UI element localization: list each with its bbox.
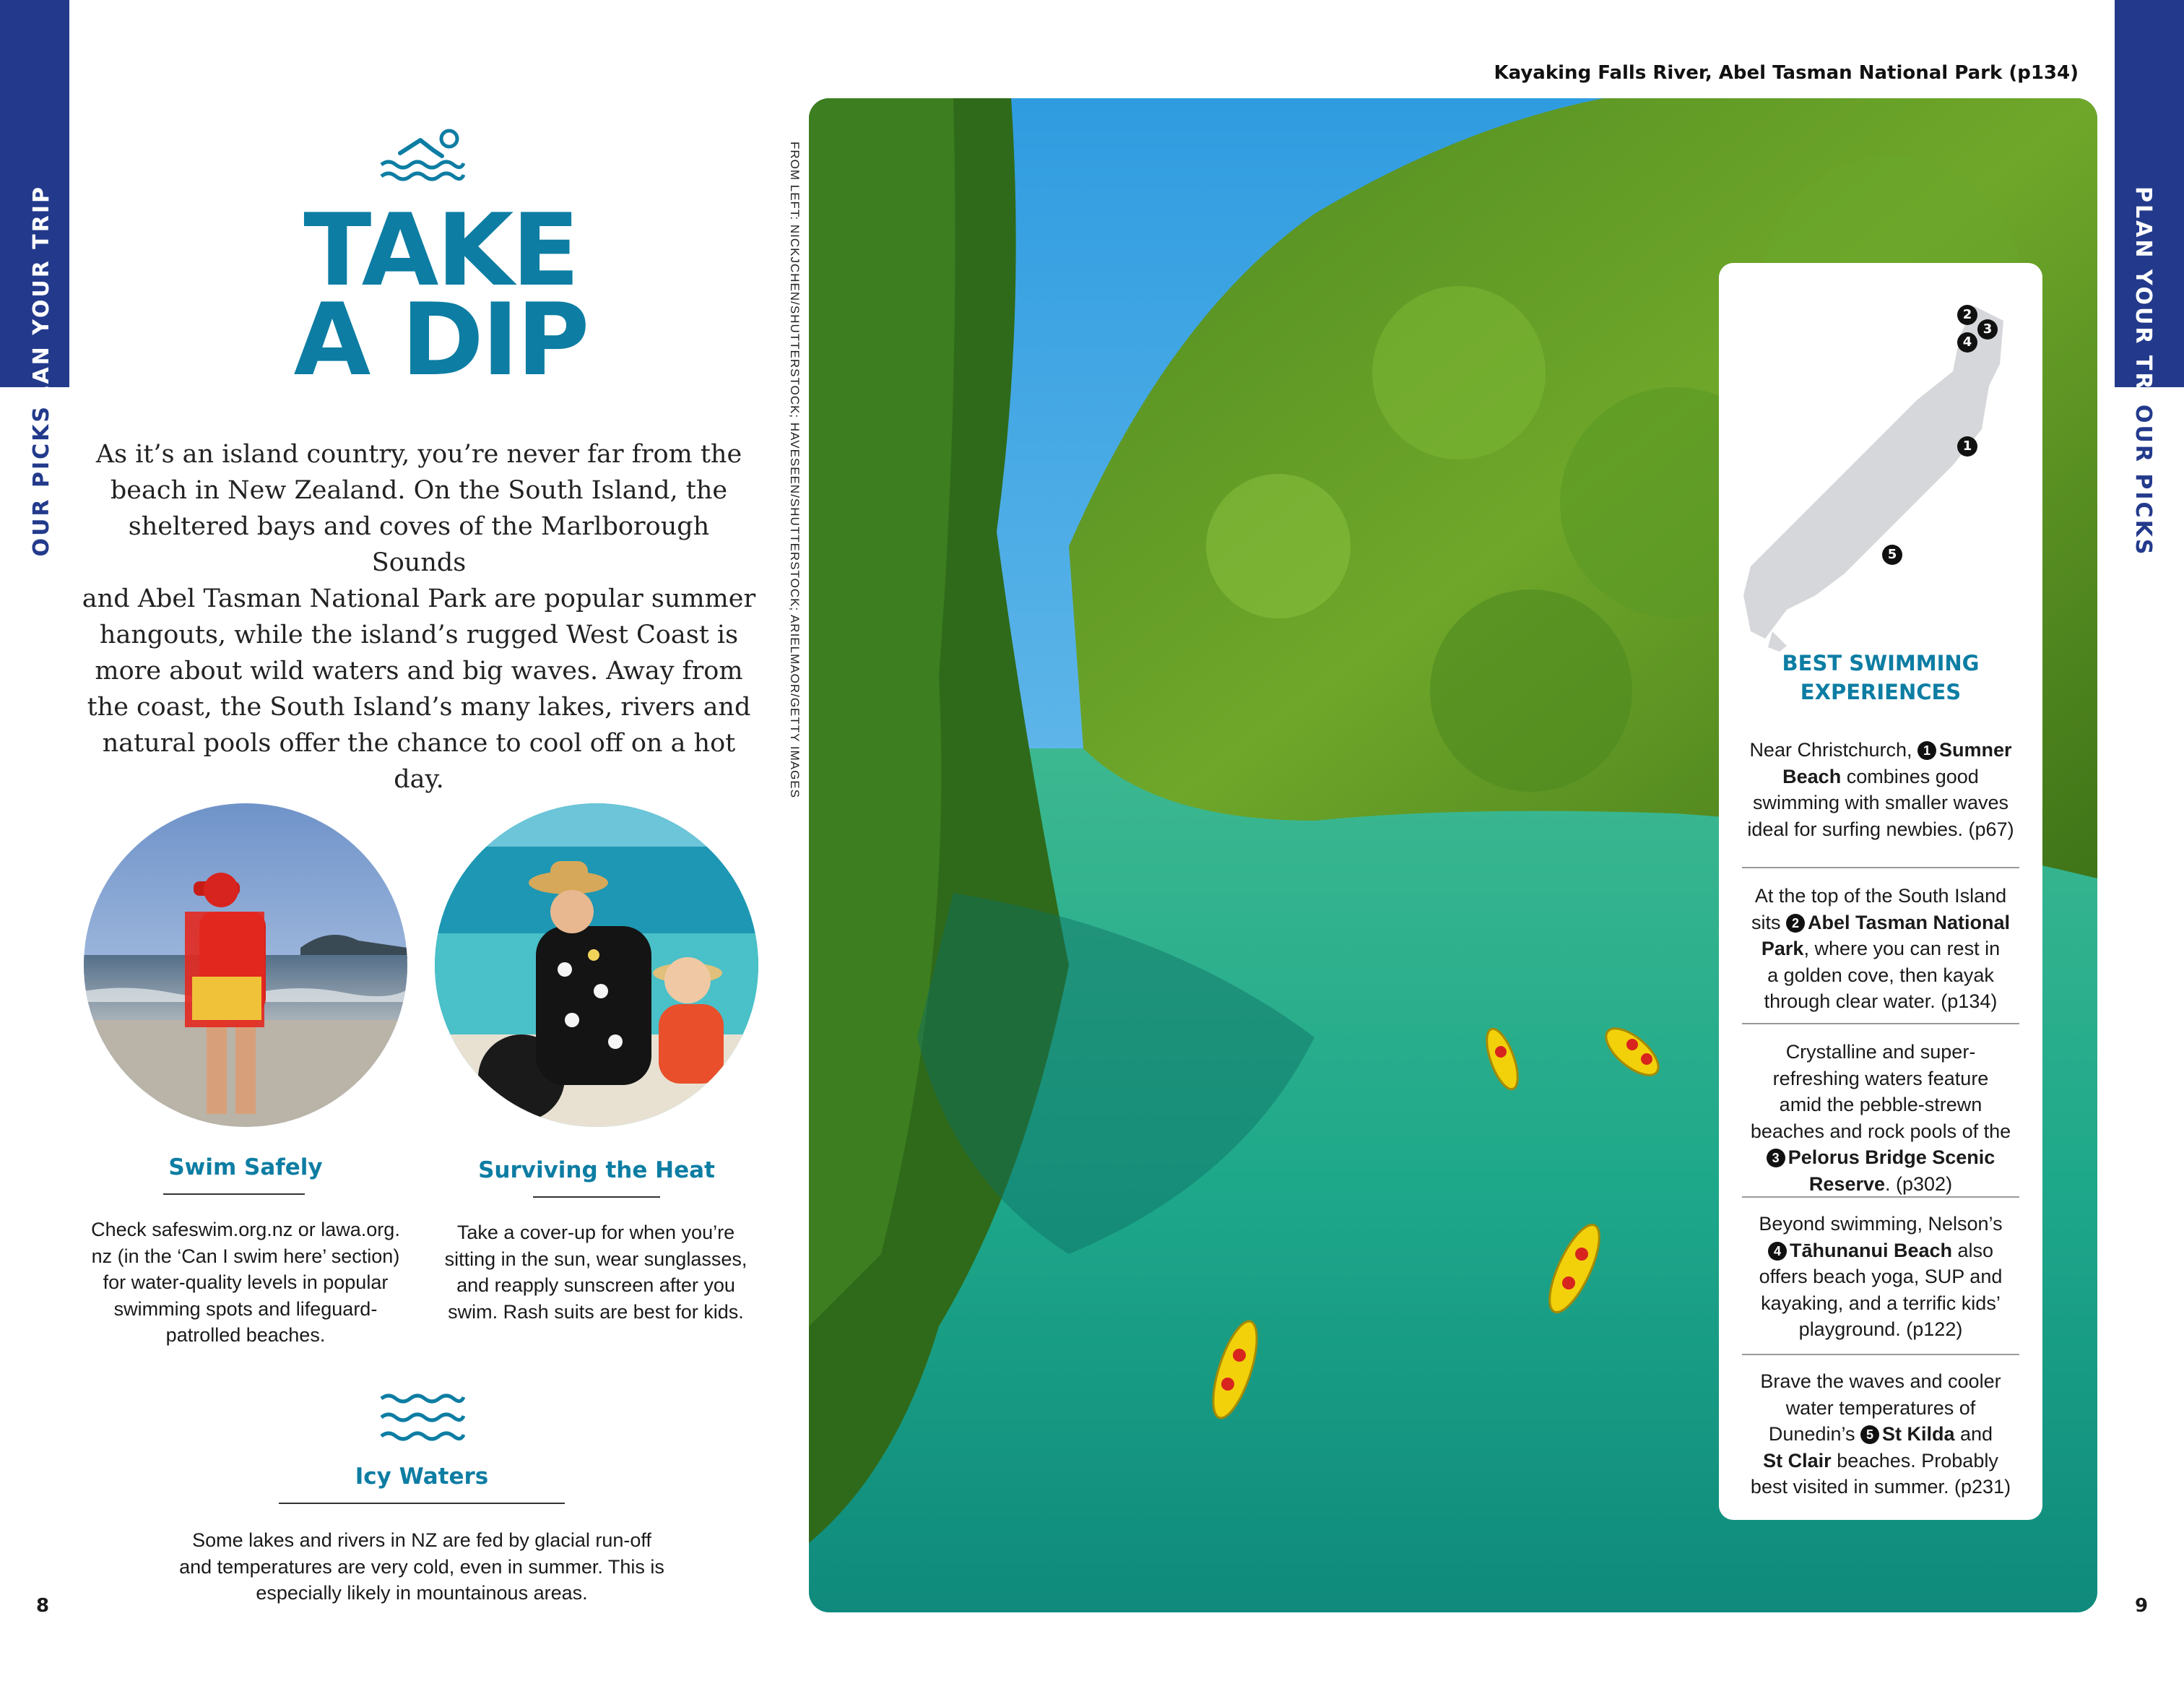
swimmer-icon — [378, 118, 465, 183]
pick-place: St Kilda — [1882, 1423, 1955, 1445]
pick-number-1: 1 — [1918, 741, 1936, 760]
left-tab-our-picks: OUR PICKS — [29, 405, 54, 557]
pick-text: kayaking, and a terrific kids’ — [1761, 1292, 2001, 1314]
icy-waters-text — [144, 1527, 699, 1607]
icy-waters-rule — [279, 1503, 565, 1504]
pick-place: Pelorus Bridge Scenic — [1788, 1146, 1996, 1168]
text-line: especially likely in mountainous areas. — [256, 1582, 588, 1604]
map-marker-2: 2 — [1957, 305, 1977, 325]
pick-text: water temperatures of — [1785, 1396, 1976, 1419]
left-tab-plan-your-trip: PLAN YOUR TRIP — [29, 185, 54, 418]
pick-text: swimming with smaller waves — [1752, 792, 2009, 813]
intro-line: beach in New Zealand. On the South Island, the — [110, 476, 728, 505]
pick-2 — [1739, 883, 2022, 1015]
pick-text: beaches. Probably — [1831, 1449, 1998, 1472]
intro-line: As it’s an island country, you’re never far from the — [95, 440, 742, 469]
pick-text: also — [1951, 1239, 1994, 1261]
pick-1 — [1739, 737, 2022, 842]
pick-place: Reserve — [1808, 1172, 1886, 1195]
pick-divider — [1742, 1354, 2019, 1355]
intro-line: the coast, the South Island’s many lakes, rivers and — [87, 693, 751, 722]
right-tab-our-picks: OUR PICKS — [2131, 405, 2156, 557]
pick-place: Tāhunanui Beach — [1789, 1239, 1952, 1261]
pick-text: a golden cove, then kayak — [1767, 964, 1994, 986]
text-line: Check safeswim.org.nz or lawa.org. — [91, 1219, 400, 1240]
waves-icon — [378, 1390, 465, 1445]
best-swimming-panel — [1719, 263, 2042, 1520]
intro-line: sheltered bays and coves of the Marlborough Sounds — [128, 512, 710, 577]
map-marker-4: 4 — [1957, 332, 1977, 353]
panel-heading-line2: EXPERIENCES — [1800, 680, 1962, 704]
intro-line: and Abel Tasman National Park are popular summer — [82, 584, 756, 613]
pick-text: ideal for surfing newbies. (p67) — [1747, 818, 2014, 840]
text-line: patrolled beaches. — [165, 1324, 326, 1346]
south-island-map — [1736, 292, 2025, 653]
pick-text: , where you can rest in — [1803, 938, 2001, 959]
pick-text: combines good — [1841, 765, 1979, 787]
intro-line: more about wild waters and big waves. Away from — [95, 657, 743, 686]
photo-caption: Kayaking Falls River, Abel Tasman National Park (p134) — [1494, 62, 2079, 84]
text-line: Take a cover-up for when you’re — [456, 1222, 735, 1243]
icy-waters-heading: Icy Waters — [355, 1464, 489, 1490]
pick-number-2: 2 — [1786, 914, 1805, 933]
pick-text: Crystalline and super- — [1785, 1041, 1976, 1063]
text-line: nz (in the ‘Can I swim here’ section) — [91, 1245, 400, 1267]
text-line: swimming spots and lifeguard- — [113, 1297, 378, 1320]
pick-4 — [1739, 1211, 2022, 1343]
pick-divider — [1742, 1023, 2019, 1024]
pick-text: offers beach yoga, SUP and — [1759, 1266, 2003, 1287]
intro-line: hangouts, while the island’s rugged West Coast is — [99, 621, 739, 649]
pick-text: amid the pebble-strewn — [1779, 1094, 1982, 1115]
swim-safely-rule — [163, 1193, 305, 1195]
pick-text: through clear water. (p134) — [1764, 990, 1998, 1012]
pick-text: beaches and rock pools of the — [1750, 1120, 2011, 1142]
pick-text: Beyond swimming, Nelson’s — [1759, 1213, 2003, 1235]
text-line: swim. Rash suits are best for kids. — [448, 1300, 744, 1323]
pick-text: Dunedin’s — [1768, 1423, 1860, 1445]
pick-place: Park — [1761, 938, 1804, 959]
text-line: and temperatures are very cold, even in summer. This is — [179, 1555, 664, 1578]
surviving-heat-text — [426, 1219, 766, 1325]
swim-safely-text — [69, 1217, 422, 1349]
pick-3 — [1739, 1039, 2022, 1197]
pick-divider — [1742, 1196, 2019, 1198]
pick-text: sits — [1751, 911, 1786, 933]
pick-text: Near Christchurch, — [1749, 739, 1918, 761]
map-marker-5: 5 — [1882, 545, 1902, 565]
surviving-heat-heading: Surviving the Heat — [478, 1157, 715, 1183]
surviving-heat-rule — [533, 1196, 660, 1198]
pick-place: Abel Tasman National — [1807, 911, 2011, 933]
pick-number-5: 5 — [1860, 1425, 1879, 1444]
page-title-line2: A DIP — [293, 282, 588, 398]
pick-place: Sumner — [1939, 739, 2012, 761]
page-title-line1: TAKE — [303, 192, 578, 308]
pick-text: best visited in summer. (p231) — [1750, 1476, 2011, 1498]
text-line: and reapply sunscreen after you — [456, 1274, 735, 1296]
intro-line: natural pools offer the chance to cool off on a hot day. — [102, 729, 736, 794]
pick-place: Beach — [1782, 765, 1842, 787]
right-tab-plan-your-trip: PLAN YOUR TRIP — [2131, 186, 2156, 420]
pick-text: At the top of the South Island — [1754, 885, 2007, 907]
text-line: sitting in the sun, wear sunglasses, — [444, 1248, 748, 1270]
photo-credit: FROM LEFT: NICKJCHEN/SHUTTERSTOCK; HAVESEEN/SHUTTERSTOCK; ARIELMAOR/GETTY IMAGES — [788, 142, 802, 799]
pick-divider — [1742, 867, 2019, 868]
page-number-right: 9 — [2135, 1595, 2149, 1617]
intro-paragraph — [79, 436, 758, 798]
pick-text: and — [1954, 1423, 1993, 1445]
pick-text: refreshing waters feature — [1772, 1067, 1989, 1089]
pick-text: playground. (p122) — [1798, 1318, 1963, 1340]
panel-heading-line1: BEST SWIMMING — [1782, 651, 1980, 675]
text-line: for water-quality levels in popular — [103, 1271, 389, 1293]
text-line: Some lakes and rivers in NZ are fed by glacial run-off — [192, 1529, 651, 1551]
pick-number-3: 3 — [1767, 1149, 1785, 1167]
swim-safely-heading: Swim Safely — [168, 1154, 323, 1180]
pick-number-4: 4 — [1768, 1242, 1787, 1261]
pick-text: . (p302) — [1885, 1172, 1953, 1195]
beach-family-photo — [435, 803, 758, 1127]
lifeguard-photo — [84, 803, 407, 1127]
pick-place: St Clair — [1763, 1449, 1832, 1472]
map-marker-1: 1 — [1957, 436, 1977, 457]
page-number-left: 8 — [36, 1595, 50, 1617]
map-marker-3: 3 — [1977, 319, 1998, 340]
pick-text: Brave the waves and cooler — [1760, 1370, 2001, 1392]
pick-5 — [1739, 1368, 2022, 1500]
